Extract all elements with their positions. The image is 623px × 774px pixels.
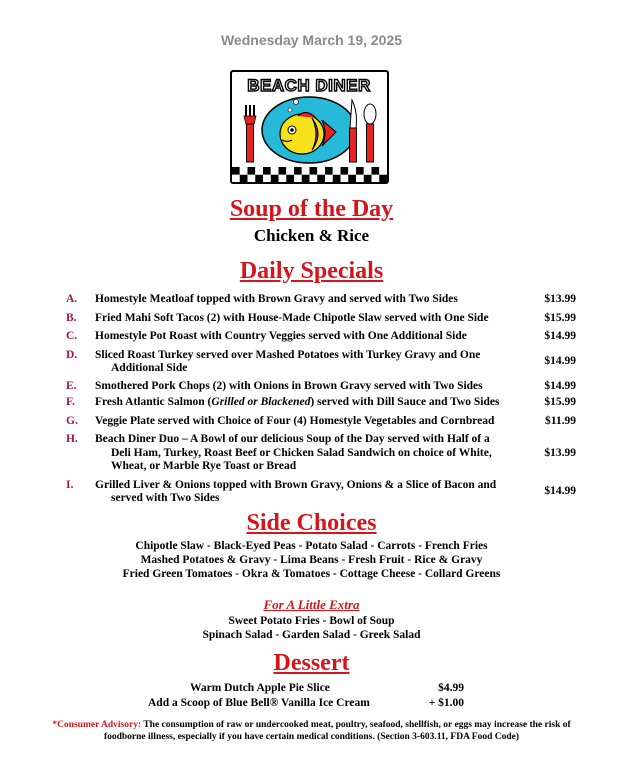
advisory-text: The consumption of raw or undercooked meat, poultry, seafood, shellfish, or eggs may increase the risk of foodborne illness, especially if you have certain medical conditions. (Section 3-603.11, FDA Food Code): [103, 720, 571, 742]
special-price: $15.99: [544, 311, 576, 324]
special-item: [66, 349, 576, 376]
special-price: $14.99: [544, 355, 576, 368]
special-item: [66, 479, 576, 506]
special-description: [95, 293, 515, 307]
special-letter: G.: [66, 414, 78, 427]
extra-title: For A Little Extra: [263, 597, 360, 612]
logo-text: BEACH DINER: [247, 76, 371, 95]
extra-line: Spinach Salad - Garden Salad - Greek Salad: [202, 629, 421, 641]
consumer-advisory: [40, 719, 583, 743]
special-item: [66, 380, 576, 394]
fork-icon: [244, 105, 256, 162]
special-item: [66, 396, 576, 410]
special-price: $14.99: [544, 330, 576, 342]
sides-line: Fried Green Tomatoes - Okra & Tomatoes - Cottage Cheese - Collard Greens: [122, 568, 501, 580]
special-description-line: Veggie Plate served with Choice of Four (4) Homestyle Vegetables and Cornbread: [95, 414, 495, 427]
specials-list: [66, 293, 576, 506]
special-description: [95, 433, 515, 474]
special-description: [95, 415, 515, 429]
menu-date: Wednesday March 19, 2025: [220, 32, 403, 48]
special-description-line: Fried Mahi Soft Tacos (2) with House-Made Chipotle Slaw served with One Side: [95, 311, 489, 324]
special-description: [95, 330, 515, 344]
special-description: [95, 479, 515, 506]
dessert-name: Add a Scoop of Blue Bell® Vanilla Ice Cream: [148, 697, 370, 709]
special-item: [66, 293, 576, 307]
special-letter: H.: [66, 433, 78, 445]
special-description-line: Additional Side: [111, 362, 188, 374]
soup-name: Chicken & Rice: [253, 226, 370, 245]
dessert-price: + $1.00: [428, 697, 464, 709]
special-letter: A.: [66, 293, 78, 305]
sides-line: Mashed Potatoes & Gravy - Lima Beans - Fresh Fruit - Rice & Gravy: [140, 554, 483, 566]
special-description-line: Smothered Pork Chops (2) with Onions in Brown Gravy served with Two Sides: [95, 379, 483, 392]
special-description-line: Grilled Liver & Onions topped with Brown Gravy, Onions & a Slice of Bacon and: [95, 478, 497, 491]
special-description-line: Homestyle Meatloaf topped with Brown Gravy and served with Two Sides: [95, 293, 458, 305]
special-description-line: Fresh Atlantic Salmon (Grilled or Blackened) served with Dill Sauce and Two Sides: [95, 396, 500, 408]
sides-line: Chipotle Slaw - Black-Eyed Peas - Potato Salad - Carrots - French Fries: [135, 540, 488, 552]
dessert-name: Warm Dutch Apple Pie Slice: [190, 682, 330, 694]
dessert-title: Dessert: [273, 650, 350, 676]
special-description-line: Wheat, or Marble Rye Toast or Bread: [111, 460, 297, 472]
special-letter: I.: [66, 478, 74, 491]
special-description-line: Beach Diner Duo – A Bowl of our delicious Soup of the Day served with Half of a: [95, 433, 490, 445]
special-price: $11.99: [545, 414, 576, 427]
beach-diner-logo: [230, 70, 389, 184]
special-letter: F.: [66, 396, 75, 408]
extra-line: Sweet Potato Fries - Bowl of Soup: [228, 615, 395, 627]
special-description: [95, 380, 515, 394]
special-item: [66, 433, 576, 474]
special-price: $14.99: [544, 379, 576, 392]
extra-list: [0, 614, 623, 642]
sides-list: [0, 539, 623, 581]
checkerboard-border: [232, 167, 387, 182]
special-description-line: served with Two Sides: [111, 492, 220, 504]
special-description: [95, 396, 515, 410]
sides-title: Side Choices: [246, 510, 377, 536]
special-price: $13.99: [544, 293, 576, 305]
special-item: [66, 312, 576, 326]
special-price: $13.99: [544, 446, 576, 459]
special-letter: E.: [66, 379, 77, 392]
advisory-label: *Consumer Advisory:: [52, 720, 142, 730]
special-letter: D.: [66, 348, 78, 361]
special-item: [66, 330, 576, 344]
special-description-line: Homestyle Pot Roast with Country Veggies served with One Additional Side: [95, 330, 467, 342]
spoon-icon: [364, 104, 376, 162]
special-price: $14.99: [544, 485, 576, 498]
special-item: [66, 415, 576, 429]
soup-title: Soup of the Day: [229, 196, 394, 222]
special-letter: B.: [66, 311, 77, 324]
special-price: $15.99: [544, 396, 576, 408]
logo-graphic: [232, 72, 387, 182]
specials-title: Daily Specials: [239, 258, 384, 284]
special-description: [95, 312, 515, 326]
special-letter: C.: [66, 330, 78, 342]
special-description-line: Deli Ham, Turkey, Roast Beef or Chicken Salad Sandwich on choice of White,: [111, 446, 492, 459]
knife-icon: [350, 100, 357, 162]
special-description-line: Sliced Roast Turkey served over Mashed Potatoes with Turkey Gravy and One: [95, 348, 481, 361]
dessert-price: $4.99: [438, 682, 464, 694]
special-description: [95, 349, 515, 376]
